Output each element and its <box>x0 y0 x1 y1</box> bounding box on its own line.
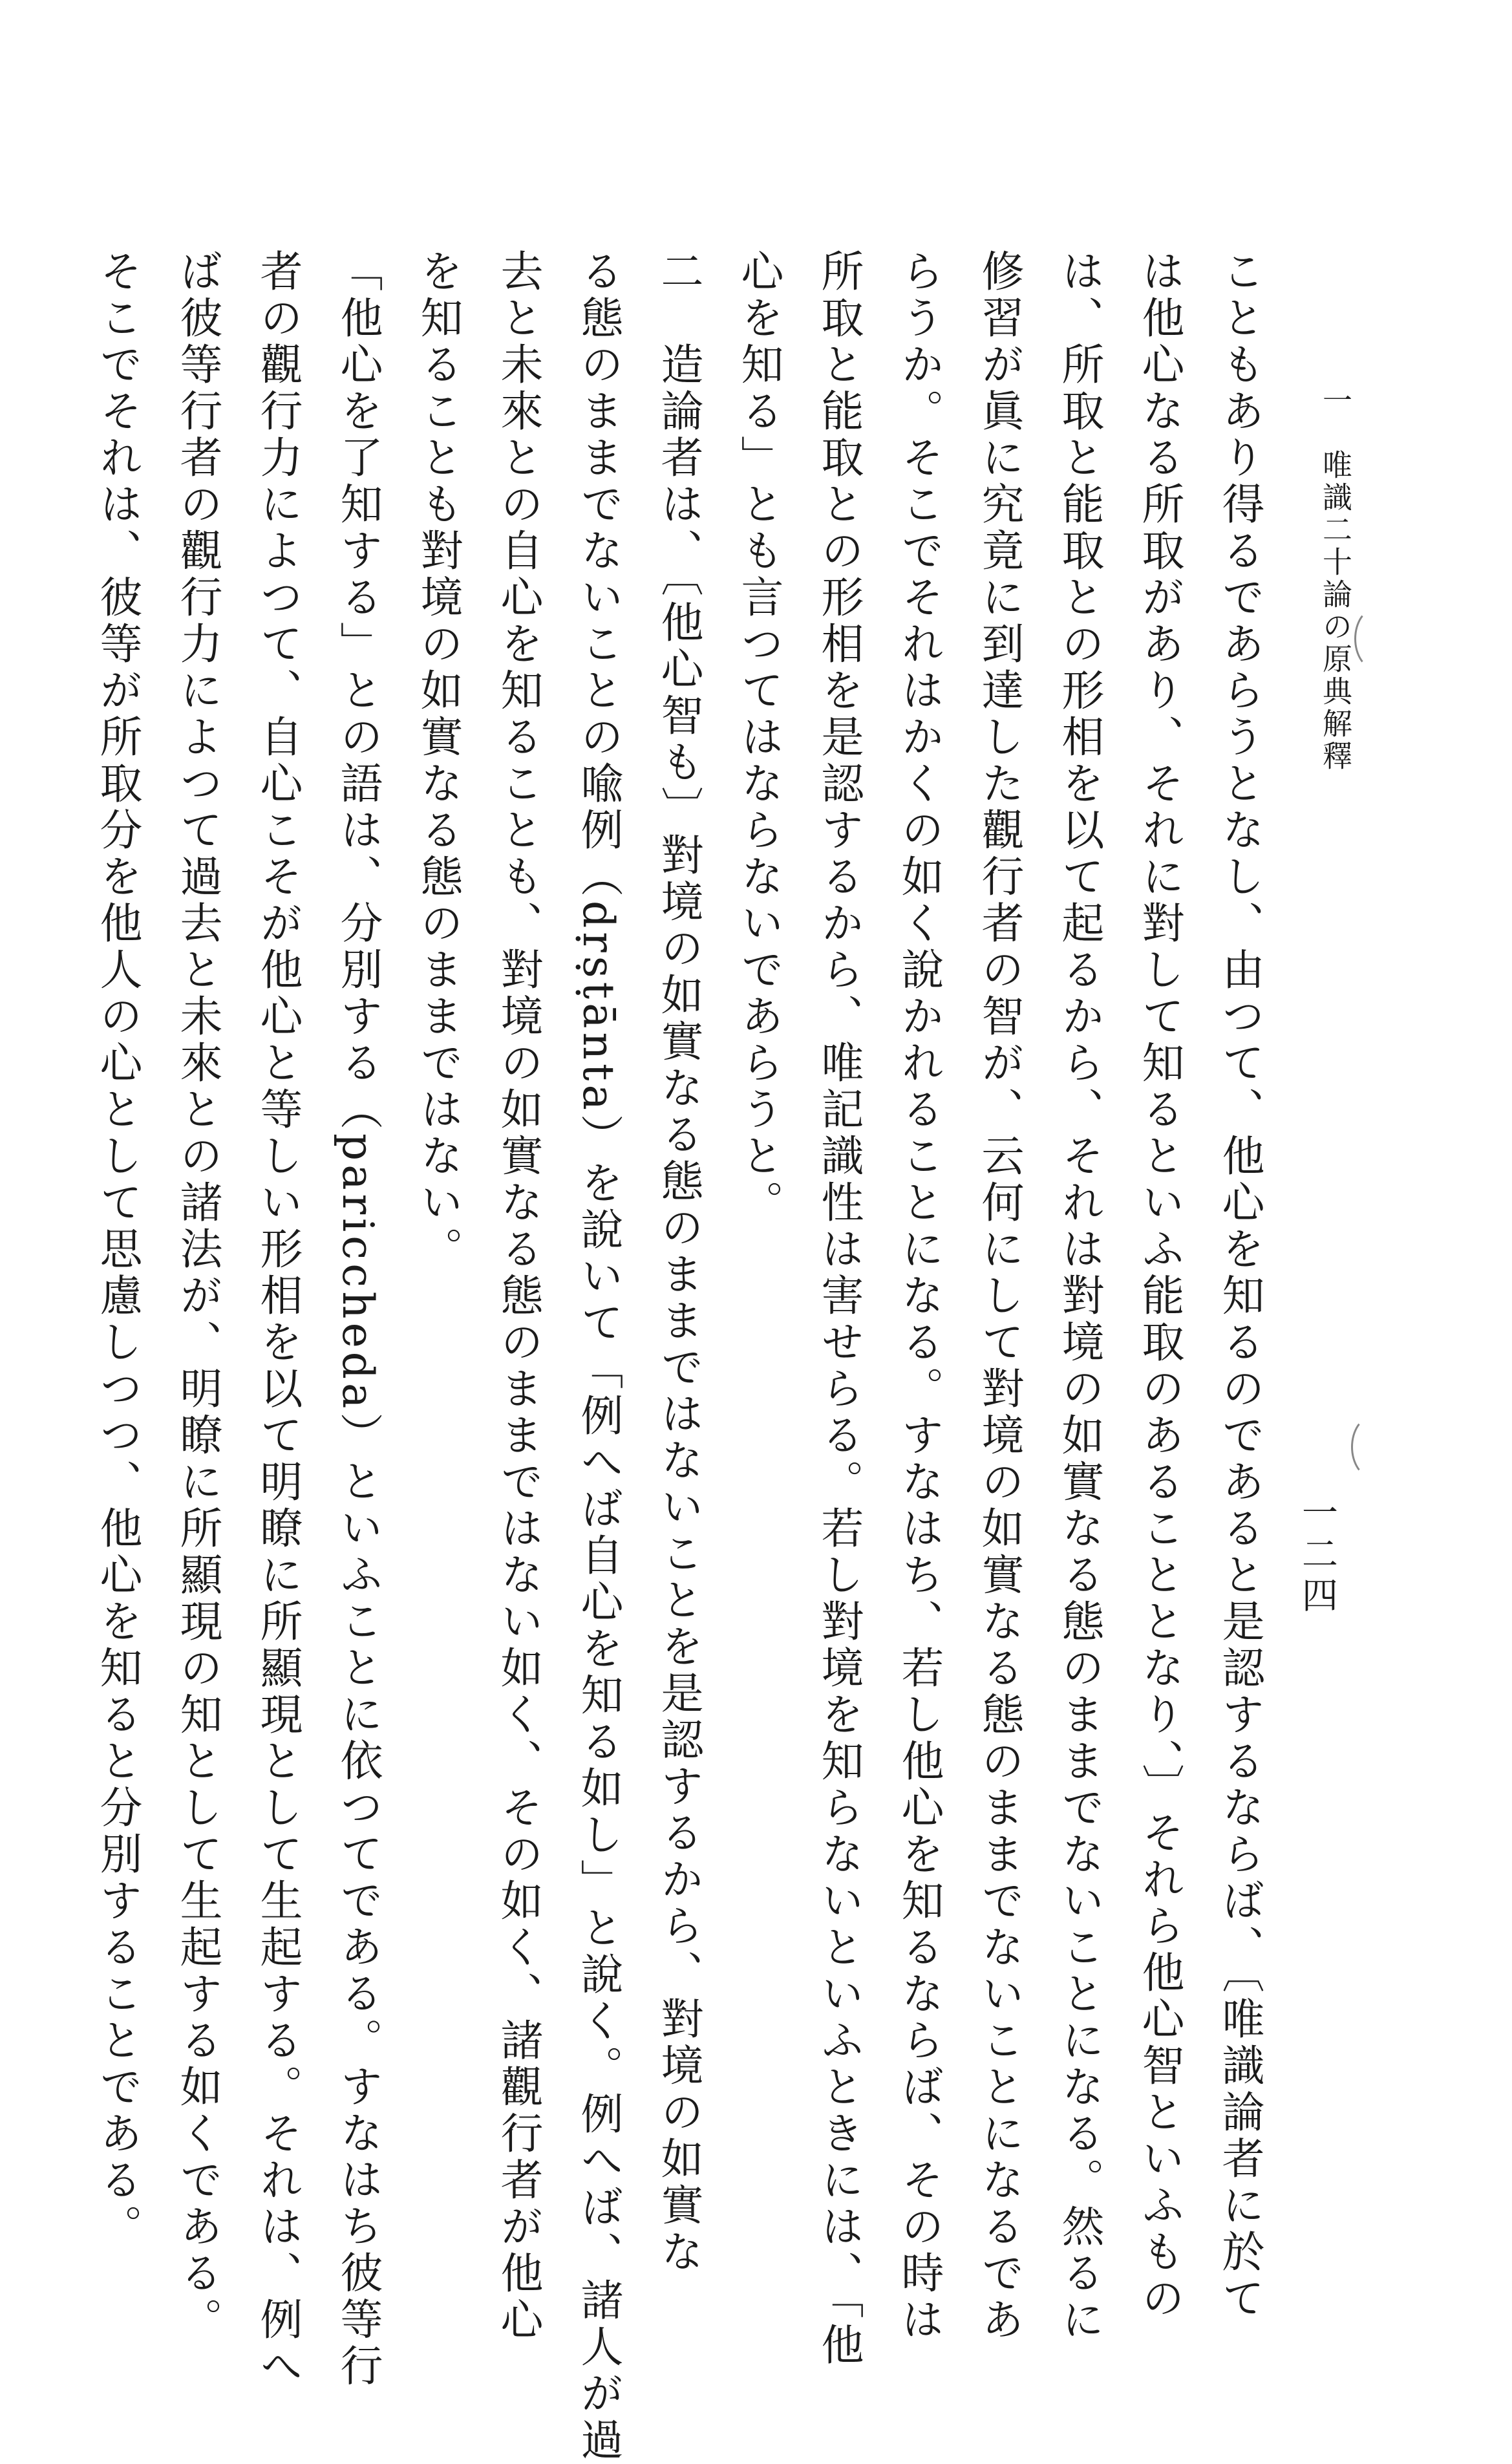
text-line-13: 「他心を了知する」との語は、分別する（pariccheda）といふことに依つてである。すなはち彼等行 <box>333 249 383 2390</box>
text-line-2: は他心なる所取があり、それに對して知るといふ能取のあることとなり、〕それら他心智といふもの <box>1134 249 1184 2322</box>
text-line-14: 者の觀行力によつて、自心こそが他心と等しい形相を以て明瞭に所顯現として生起する。それは、例へ <box>253 249 303 2390</box>
text-line-10: る態のままでないことの喩例（dṛṣṭānta）を說いて「例へば自心を知る如し」と說く。例へば、諸人が過 <box>573 249 623 2464</box>
text-line-5: らうか。そこでそれはかくの如く說かれることになる。すなはち、若し他心を知るならば、その時は <box>894 249 944 2344</box>
text-line-3: は、所取と能取との形相を以て起るから、それは對境の如實なる態のままでないことになる。然るに <box>1054 249 1104 2344</box>
text-line-1: こともあり得るであらうとなし、由つて、他心を知るのであると是認するならば、〔唯識論者に於て <box>1215 249 1264 2322</box>
text-line-11: 去と未來との自心を知ることも、對境の如實なる態のままではない如く、その如く、諸觀行者が他心 <box>493 249 543 2344</box>
running-head: 一 唯識二十論の原典解釋 <box>1318 385 1353 773</box>
scan-artifact-mark <box>1354 608 1397 670</box>
text-line-6: 所取と能取との形相を是認するから、唯記識性は害せらる。若し對境を知らないといふときには、「他 <box>814 249 864 2369</box>
text-line-7: 心を知る」とも言つてはならないであらうと。 <box>734 249 783 1227</box>
text-line-15: ば彼等行者の觀行力によつて過去と未來との諸法が、明瞭に所顯現の知として生起する如くである。 <box>173 249 222 2344</box>
main-text-block <box>77 249 1279 2464</box>
text-line-4: 修習が眞に究竟に到達した觀行者の智が、云何にして對境の如實なる態のままでないことになるであ <box>974 249 1024 2344</box>
scan-artifact-mark <box>1351 1416 1394 1478</box>
text-line-12: を知ることも對境の如實なる態のままではない。 <box>413 249 463 1273</box>
page-number: 一二四 <box>1296 1494 1338 1618</box>
text-line-9: 二 造論者は、〔他心智も〕對境の如實なる態のままではないことを是認するから、對境の如實な <box>654 249 703 2276</box>
text-line-16: そこでそれは、彼等が所取分を他人の心として思慮しつつ、他心を知ると分別することである。 <box>92 249 142 2251</box>
